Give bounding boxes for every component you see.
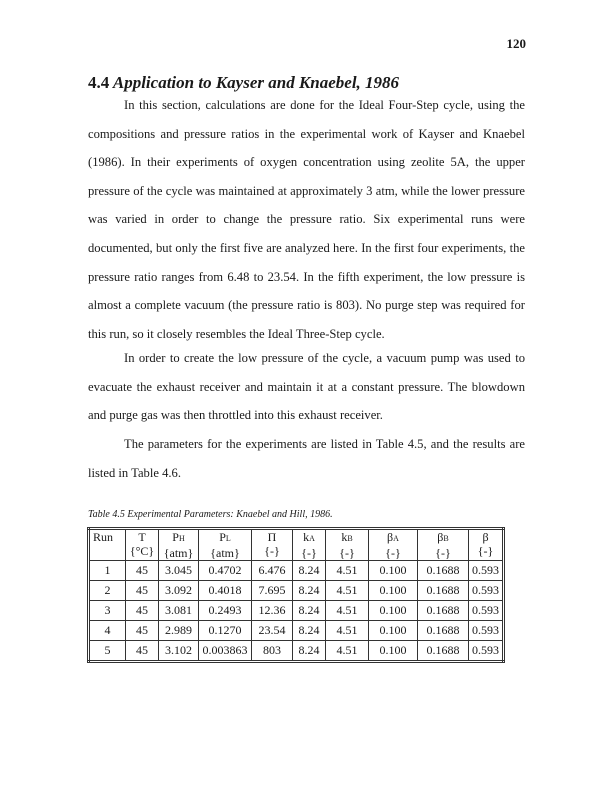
column-header (252, 529, 293, 561)
header-unit: {-} (264, 544, 280, 558)
table-cell: 0.1688 (418, 641, 469, 662)
section-number: 4.4 (88, 73, 110, 92)
table-cell: 0.4018 (199, 581, 252, 601)
table-row (89, 601, 504, 621)
paragraph-line: The parameters for the experiments are listed in Table 4.5, and the results are (124, 437, 525, 451)
column-header (293, 529, 326, 561)
table-cell: 0.2493 (199, 601, 252, 621)
table-cell: 4.51 (326, 561, 369, 581)
table-cell: 0.593 (469, 581, 504, 601)
column-header (369, 529, 418, 561)
paragraph-line: documented, but only the first five are analyzed here. In the first four experiments, the (88, 241, 525, 255)
table-header-row (89, 529, 504, 561)
paragraph-line: listed in Table 4.6. (88, 465, 181, 480)
header-symbol: β (482, 530, 489, 544)
table-cell: 3.102 (159, 641, 199, 662)
table-cell: 4.51 (326, 621, 369, 641)
table-cell: 0.100 (369, 561, 418, 581)
paragraph-line: compositions and pressure ratios in the experimental work of Kayser and Knaebel (88, 126, 525, 141)
header-symbol: Run (93, 530, 114, 544)
header-symbol: k (341, 530, 348, 544)
header-symbol: k (303, 530, 310, 544)
table-row (89, 641, 504, 662)
table-cell: 8.24 (293, 641, 326, 662)
table-cell: 8.24 (293, 581, 326, 601)
header-unit: {-} (435, 546, 451, 560)
paragraph-line: almost a complete vacuum (the pressure ratio is 803). No purge step was required for (88, 298, 525, 313)
paragraph-line: evacuate the exhaust receiver and maintain it at a constant pressure. The blowdown (88, 379, 525, 394)
column-header (469, 529, 504, 561)
table-cell: 5 (89, 641, 126, 662)
paragraph-line: this run, so it closely resembles the Ideal Three-Step cycle. (88, 326, 385, 341)
parameters-table (87, 527, 505, 663)
table-caption: Table 4.5 Experimental Parameters: Knaebel and Hill, 1986. (88, 509, 333, 520)
column-header (418, 529, 469, 561)
table-cell: 3.092 (159, 581, 199, 601)
header-symbol: P (219, 530, 226, 544)
table-cell: 7.695 (252, 581, 293, 601)
column-header (159, 529, 199, 561)
table-cell: 0.593 (469, 561, 504, 581)
table-cell: 2.989 (159, 621, 199, 641)
table-cell: 0.1688 (418, 561, 469, 581)
paragraph-line: pressure of the cycle was maintained at approximately 3 atm, while the lower pressure (88, 183, 525, 198)
table-cell: 45 (126, 601, 159, 621)
paragraph-line: pressure ratio ranges from 6.48 to 23.54. In the fifth experiment, the low pressure is (88, 269, 525, 284)
header-unit: {-} (385, 546, 401, 560)
table-cell: 0.100 (369, 581, 418, 601)
table-cell: 0.1688 (418, 621, 469, 641)
section-heading (88, 73, 399, 93)
header-unit: {°C} (129, 544, 155, 558)
table-cell: 3 (89, 601, 126, 621)
table-row (89, 621, 504, 641)
table-cell: 0.100 (369, 601, 418, 621)
table-cell: 6.476 (252, 561, 293, 581)
header-symbol: β (437, 530, 444, 544)
table-cell: 0.1688 (418, 581, 469, 601)
column-header (126, 529, 159, 561)
page-number: 120 (506, 36, 526, 51)
table-cell: 4 (89, 621, 126, 641)
header-unit: {-} (301, 546, 317, 560)
header-symbol: T (138, 530, 146, 544)
header-symbol: β (387, 530, 394, 544)
table-cell: 4.51 (326, 641, 369, 662)
table-cell: 0.4702 (199, 561, 252, 581)
header-symbol: Π (267, 530, 277, 544)
header-subscript: L (225, 534, 231, 543)
header-subscript: B (443, 534, 449, 543)
header-unit: {-} (339, 546, 355, 560)
paragraph-line: (1986). In their experiments of oxygen concentration using zeolite 5A, the upper (88, 155, 525, 170)
table-cell: 0.593 (469, 641, 504, 662)
table-cell: 1 (89, 561, 126, 581)
header-unit: {atm} (163, 546, 194, 560)
table-cell: 0.100 (369, 621, 418, 641)
table-row (89, 581, 504, 601)
table-cell: 0.1688 (418, 601, 469, 621)
header-unit: {-} (477, 544, 494, 558)
table-cell: 45 (126, 581, 159, 601)
table-cell: 23.54 (252, 621, 293, 641)
table-cell: 45 (126, 641, 159, 662)
table-cell: 0.1270 (199, 621, 252, 641)
table-cell: 8.24 (293, 621, 326, 641)
table-cell: 45 (126, 621, 159, 641)
header-subscript: H (178, 534, 185, 543)
paragraph-line: In this section, calculations are done for the Ideal Four-Step cycle, using the (124, 98, 525, 112)
header-subscript: A (309, 534, 315, 543)
table-cell: 0.593 (469, 601, 504, 621)
column-header (326, 529, 369, 561)
table-cell: 3.045 (159, 561, 199, 581)
header-symbol: P (172, 530, 179, 544)
header-subscript: A (393, 534, 399, 543)
column-header (199, 529, 252, 561)
table-cell: 8.24 (293, 601, 326, 621)
paragraph-line: was varied in order to change the pressure ratio. Six experimental runs were (88, 212, 525, 227)
table-cell: 0.100 (369, 641, 418, 662)
column-header (89, 529, 126, 561)
table-cell: 803 (252, 641, 293, 662)
table-cell: 12.36 (252, 601, 293, 621)
header-unit: {atm} (210, 546, 240, 560)
table-cell: 45 (126, 561, 159, 581)
table-cell: 3.081 (159, 601, 199, 621)
table-cell: 2 (89, 581, 126, 601)
table-cell: 8.24 (293, 561, 326, 581)
paragraph-line: In order to create the low pressure of the cycle, a vacuum pump was used to (124, 351, 525, 365)
section-title: Application to Kayser and Knaebel, 1986 (112, 73, 400, 92)
table-cell: 4.51 (326, 601, 369, 621)
table-cell: 0.593 (469, 621, 504, 641)
table-cell: 0.003863 (199, 641, 252, 662)
header-subscript: B (347, 534, 353, 543)
table-cell: 4.51 (326, 581, 369, 601)
paragraph-line: and purge gas was then throttled into this exhaust receiver. (88, 408, 383, 423)
table-row (89, 561, 504, 581)
